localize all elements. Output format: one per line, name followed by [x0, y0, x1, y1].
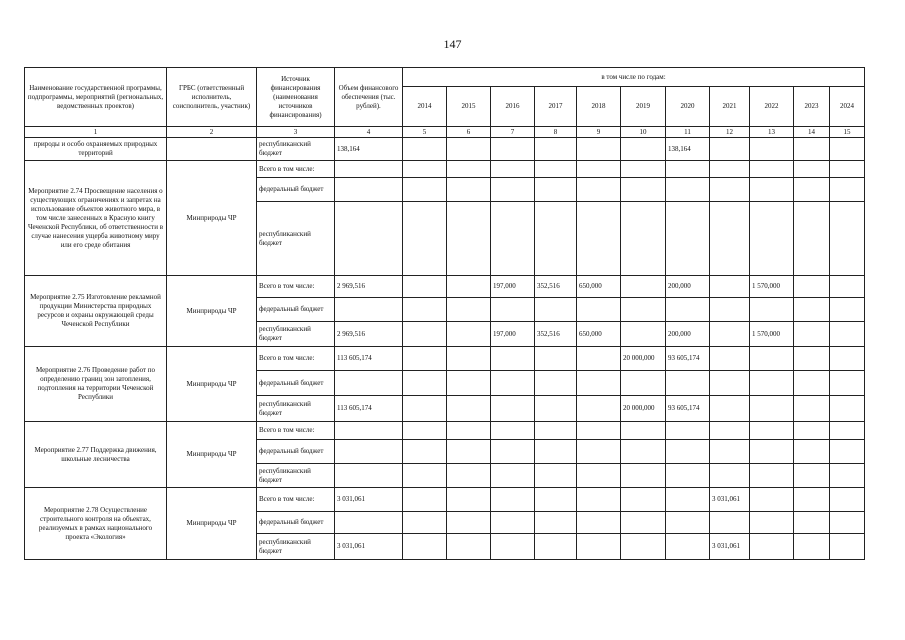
year-value-cell: 138,164: [666, 138, 710, 161]
year-value-cell: [403, 440, 447, 464]
year-value-cell: [621, 322, 666, 347]
column-number: 8: [535, 127, 577, 138]
year-value-cell: [577, 440, 621, 464]
year-value-cell: [535, 512, 577, 534]
year-value-cell: [750, 298, 794, 322]
measure-name: Мероприятие 2.78 Осуществление строительного контроля на объектах, реализуемых в рамках национального проекта «Экология»: [25, 488, 167, 560]
year-value-cell: 3 031,061: [710, 488, 750, 512]
year-value-cell: [535, 371, 577, 396]
source-cell: республиканский бюджет: [257, 202, 335, 276]
year-value-cell: [447, 464, 491, 488]
year-value-cell: [750, 440, 794, 464]
year-value-cell: [447, 512, 491, 534]
year-value-cell: [577, 347, 621, 371]
header-name: Наименование государственной программы, подпрограммы, мероприятий (региональных, ведомственных проектов): [25, 68, 167, 127]
year-value-cell: 650,000: [577, 322, 621, 347]
year-value-cell: [535, 464, 577, 488]
year-value-cell: [750, 178, 794, 202]
year-value-cell: [830, 422, 865, 440]
year-value-cell: [710, 322, 750, 347]
column-number: 14: [794, 127, 830, 138]
year-value-cell: 650,000: [577, 276, 621, 298]
year-value-cell: [577, 488, 621, 512]
header-year: 2016: [491, 87, 535, 127]
year-value-cell: [794, 488, 830, 512]
year-value-cell: [750, 512, 794, 534]
year-value-cell: 1 570,000: [750, 322, 794, 347]
year-value-cell: [447, 202, 491, 276]
year-value-cell: [621, 512, 666, 534]
measure-name: Мероприятие 2.74 Просвещение населения о существующих ограничениях и запретах на использование объектов животного мира, в том числе занесенных в Красную книгу Чеченской Республики, об ответственности в случае нанесения ущерба животному миру или его среде обитания: [25, 161, 167, 276]
source-cell: республиканский бюджет: [257, 322, 335, 347]
year-value-cell: [830, 276, 865, 298]
column-number: 7: [491, 127, 535, 138]
source-cell: Всего в том числе:: [257, 276, 335, 298]
year-value-cell: [447, 488, 491, 512]
year-value-cell: [491, 422, 535, 440]
year-value-cell: [710, 464, 750, 488]
year-value-cell: [794, 276, 830, 298]
financing-table: [24, 67, 865, 560]
year-value-cell: [794, 298, 830, 322]
source-cell: республиканский бюджет: [257, 464, 335, 488]
year-value-cell: [577, 371, 621, 396]
source-cell: республиканский бюджет: [257, 396, 335, 422]
year-value-cell: [535, 396, 577, 422]
year-value-cell: 93 605,174: [666, 347, 710, 371]
header-year: 2023: [794, 87, 830, 127]
year-value-cell: [491, 512, 535, 534]
year-value-cell: [535, 534, 577, 560]
header-year: 2017: [535, 87, 577, 127]
header-year: 2020: [666, 87, 710, 127]
year-value-cell: [750, 371, 794, 396]
year-value-cell: [491, 440, 535, 464]
total-cell: [335, 161, 403, 178]
grbs-cell: Минприроды ЧР: [167, 161, 257, 276]
grbs-cell: Минприроды ЧР: [167, 488, 257, 560]
year-value-cell: [710, 298, 750, 322]
year-value-cell: [750, 488, 794, 512]
year-value-cell: 352,516: [535, 276, 577, 298]
year-value-cell: [794, 371, 830, 396]
year-value-cell: [447, 347, 491, 371]
column-number: 2: [167, 127, 257, 138]
year-value-cell: [577, 202, 621, 276]
header-year: 2014: [403, 87, 447, 127]
year-value-cell: [535, 202, 577, 276]
year-value-cell: [830, 347, 865, 371]
year-value-cell: [535, 298, 577, 322]
year-value-cell: [535, 422, 577, 440]
year-value-cell: [710, 161, 750, 178]
year-value-cell: [491, 464, 535, 488]
total-cell: [335, 202, 403, 276]
year-value-cell: [447, 161, 491, 178]
source-cell: Всего в том числе:: [257, 422, 335, 440]
year-value-cell: [403, 276, 447, 298]
grbs-cell: [167, 138, 257, 161]
table-row: [25, 422, 865, 440]
year-value-cell: [491, 534, 535, 560]
header-by-years: в том числе по годам:: [403, 68, 865, 87]
year-value-cell: [621, 202, 666, 276]
year-value-cell: [577, 534, 621, 560]
year-value-cell: [710, 440, 750, 464]
header-row: [25, 68, 865, 87]
source-cell: федеральный бюджет: [257, 371, 335, 396]
source-cell: федеральный бюджет: [257, 298, 335, 322]
year-value-cell: [535, 138, 577, 161]
column-number: 10: [621, 127, 666, 138]
year-value-cell: [403, 371, 447, 396]
measure-name: природы и особо охраняемых природных территорий: [25, 138, 167, 161]
year-value-cell: [403, 178, 447, 202]
year-value-cell: [710, 347, 750, 371]
year-value-cell: [491, 396, 535, 422]
total-cell: [335, 371, 403, 396]
year-value-cell: [447, 138, 491, 161]
year-value-cell: [794, 202, 830, 276]
total-cell: 113 605,174: [335, 347, 403, 371]
year-value-cell: [403, 488, 447, 512]
table-row: [25, 276, 865, 298]
year-value-cell: [491, 161, 535, 178]
total-cell: [335, 298, 403, 322]
year-value-cell: [491, 202, 535, 276]
year-value-cell: [710, 396, 750, 422]
year-value-cell: [710, 138, 750, 161]
year-value-cell: [447, 396, 491, 422]
year-value-cell: [750, 464, 794, 488]
year-value-cell: [794, 440, 830, 464]
year-value-cell: [403, 298, 447, 322]
year-value-cell: [794, 422, 830, 440]
year-value-cell: [750, 138, 794, 161]
column-number: 12: [710, 127, 750, 138]
year-value-cell: [447, 178, 491, 202]
total-cell: 2 969,516: [335, 276, 403, 298]
year-value-cell: [621, 464, 666, 488]
header-year: 2019: [621, 87, 666, 127]
year-value-cell: [403, 534, 447, 560]
year-value-cell: [710, 202, 750, 276]
year-value-cell: [621, 422, 666, 440]
year-value-cell: [491, 138, 535, 161]
year-value-cell: [750, 422, 794, 440]
header-year: 2024: [830, 87, 865, 127]
year-value-cell: 352,516: [535, 322, 577, 347]
year-value-cell: [577, 396, 621, 422]
year-value-cell: 200,000: [666, 276, 710, 298]
year-value-cell: [535, 440, 577, 464]
year-value-cell: [794, 396, 830, 422]
year-value-cell: [830, 512, 865, 534]
column-numbers-row: [25, 127, 865, 138]
column-number: 9: [577, 127, 621, 138]
total-cell: [335, 464, 403, 488]
table-row: [25, 138, 865, 161]
year-value-cell: 197,000: [491, 322, 535, 347]
year-value-cell: [447, 322, 491, 347]
year-value-cell: [491, 178, 535, 202]
year-value-cell: [794, 138, 830, 161]
year-value-cell: [447, 298, 491, 322]
year-value-cell: [491, 298, 535, 322]
year-value-cell: 197,000: [491, 276, 535, 298]
year-value-cell: [794, 322, 830, 347]
year-value-cell: 3 031,061: [710, 534, 750, 560]
header-year: 2015: [447, 87, 491, 127]
year-value-cell: [830, 534, 865, 560]
year-value-cell: [535, 161, 577, 178]
table-row: [25, 347, 865, 371]
total-cell: [335, 512, 403, 534]
year-value-cell: [830, 464, 865, 488]
header-year: 2022: [750, 87, 794, 127]
year-value-cell: [666, 534, 710, 560]
year-value-cell: [666, 422, 710, 440]
year-value-cell: 20 000,000: [621, 396, 666, 422]
year-value-cell: [830, 178, 865, 202]
year-value-cell: [710, 276, 750, 298]
year-value-cell: [577, 138, 621, 161]
year-value-cell: [666, 202, 710, 276]
year-value-cell: [491, 371, 535, 396]
year-value-cell: [577, 512, 621, 534]
year-value-cell: [535, 347, 577, 371]
year-value-cell: [403, 347, 447, 371]
column-number: 4: [335, 127, 403, 138]
year-value-cell: [621, 371, 666, 396]
column-number: 3: [257, 127, 335, 138]
year-value-cell: 1 570,000: [750, 276, 794, 298]
total-cell: [335, 422, 403, 440]
year-value-cell: [666, 488, 710, 512]
year-value-cell: [403, 161, 447, 178]
source-cell: Всего в том числе:: [257, 488, 335, 512]
year-value-cell: [447, 422, 491, 440]
year-value-cell: [666, 371, 710, 396]
year-value-cell: [403, 322, 447, 347]
grbs-cell: Минприроды ЧР: [167, 276, 257, 347]
year-value-cell: [577, 161, 621, 178]
year-value-cell: [710, 422, 750, 440]
year-value-cell: [830, 298, 865, 322]
column-number: 11: [666, 127, 710, 138]
year-value-cell: [447, 371, 491, 396]
year-value-cell: [830, 202, 865, 276]
column-number: 13: [750, 127, 794, 138]
measure-name: Мероприятие 2.77 Поддержка движения, школьные лесничества: [25, 422, 167, 488]
page-number: 147: [443, 37, 462, 51]
header-year: 2018: [577, 87, 621, 127]
source-cell: республиканский бюджет: [257, 138, 335, 161]
table-row: [25, 488, 865, 512]
year-value-cell: [666, 161, 710, 178]
year-value-cell: [577, 178, 621, 202]
year-value-cell: [750, 396, 794, 422]
year-value-cell: [403, 464, 447, 488]
total-cell: 138,164: [335, 138, 403, 161]
year-value-cell: [750, 202, 794, 276]
year-value-cell: [666, 464, 710, 488]
year-value-cell: [794, 161, 830, 178]
total-cell: [335, 178, 403, 202]
year-value-cell: [830, 322, 865, 347]
year-value-cell: [710, 371, 750, 396]
year-value-cell: [710, 512, 750, 534]
header-volume: Объем финансового обеспечения (тыс. рублей).: [335, 68, 403, 127]
year-value-cell: [794, 464, 830, 488]
column-number: 1: [25, 127, 167, 138]
year-value-cell: [830, 371, 865, 396]
header-year: 2021: [710, 87, 750, 127]
year-value-cell: [621, 298, 666, 322]
year-value-cell: [403, 422, 447, 440]
total-cell: 3 031,061: [335, 488, 403, 512]
source-cell: федеральный бюджет: [257, 440, 335, 464]
source-cell: федеральный бюджет: [257, 512, 335, 534]
year-value-cell: [621, 440, 666, 464]
year-value-cell: [830, 440, 865, 464]
year-value-cell: [794, 347, 830, 371]
column-number: 5: [403, 127, 447, 138]
year-value-cell: [830, 138, 865, 161]
year-value-cell: [621, 488, 666, 512]
year-value-cell: [535, 178, 577, 202]
year-value-cell: [666, 298, 710, 322]
source-cell: Всего в том числе:: [257, 347, 335, 371]
grbs-cell: Минприроды ЧР: [167, 347, 257, 422]
year-value-cell: 20 000,000: [621, 347, 666, 371]
year-value-cell: 93 605,174: [666, 396, 710, 422]
source-cell: Всего в том числе:: [257, 161, 335, 178]
measure-name: Мероприятие 2.75 Изготовление рекламной продукции Министерства природных ресурсов и охраны окружающей среды Чеченской Республики: [25, 276, 167, 347]
year-value-cell: [794, 534, 830, 560]
year-value-cell: [491, 347, 535, 371]
year-value-cell: [710, 178, 750, 202]
header-source: Источник финансирования (наименования источников финансирования): [257, 68, 335, 127]
source-cell: федеральный бюджет: [257, 178, 335, 202]
year-value-cell: [577, 464, 621, 488]
year-value-cell: [830, 161, 865, 178]
total-cell: 113 605,174: [335, 396, 403, 422]
year-value-cell: [577, 422, 621, 440]
measure-name: Мероприятие 2.76 Проведение работ по определению границ зон затопления, подтопления на территории Чеченской Республики: [25, 347, 167, 422]
year-value-cell: [830, 488, 865, 512]
year-value-cell: [621, 276, 666, 298]
table-row: [25, 161, 865, 178]
year-value-cell: [447, 440, 491, 464]
year-value-cell: [403, 512, 447, 534]
year-value-cell: [621, 138, 666, 161]
total-cell: 3 031,061: [335, 534, 403, 560]
year-value-cell: [447, 276, 491, 298]
year-value-cell: [447, 534, 491, 560]
year-value-cell: [621, 178, 666, 202]
year-value-cell: [666, 178, 710, 202]
year-value-cell: [750, 534, 794, 560]
year-value-cell: [403, 138, 447, 161]
year-value-cell: [621, 161, 666, 178]
grbs-cell: Минприроды ЧР: [167, 422, 257, 488]
total-cell: 2 969,516: [335, 322, 403, 347]
year-value-cell: [491, 488, 535, 512]
total-cell: [335, 440, 403, 464]
year-value-cell: [535, 488, 577, 512]
year-value-cell: [403, 202, 447, 276]
year-value-cell: 200,000: [666, 322, 710, 347]
column-number: 6: [447, 127, 491, 138]
year-value-cell: [403, 396, 447, 422]
header-grbs: ГРБС (ответственный исполнитель, соисполнитель, участник): [167, 68, 257, 127]
source-cell: республиканский бюджет: [257, 534, 335, 560]
year-value-cell: [666, 440, 710, 464]
year-value-cell: [621, 534, 666, 560]
year-value-cell: [666, 512, 710, 534]
year-value-cell: [577, 298, 621, 322]
column-number: 15: [830, 127, 865, 138]
year-value-cell: [830, 396, 865, 422]
year-value-cell: [750, 347, 794, 371]
year-value-cell: [750, 161, 794, 178]
year-value-cell: [794, 512, 830, 534]
year-value-cell: [794, 178, 830, 202]
